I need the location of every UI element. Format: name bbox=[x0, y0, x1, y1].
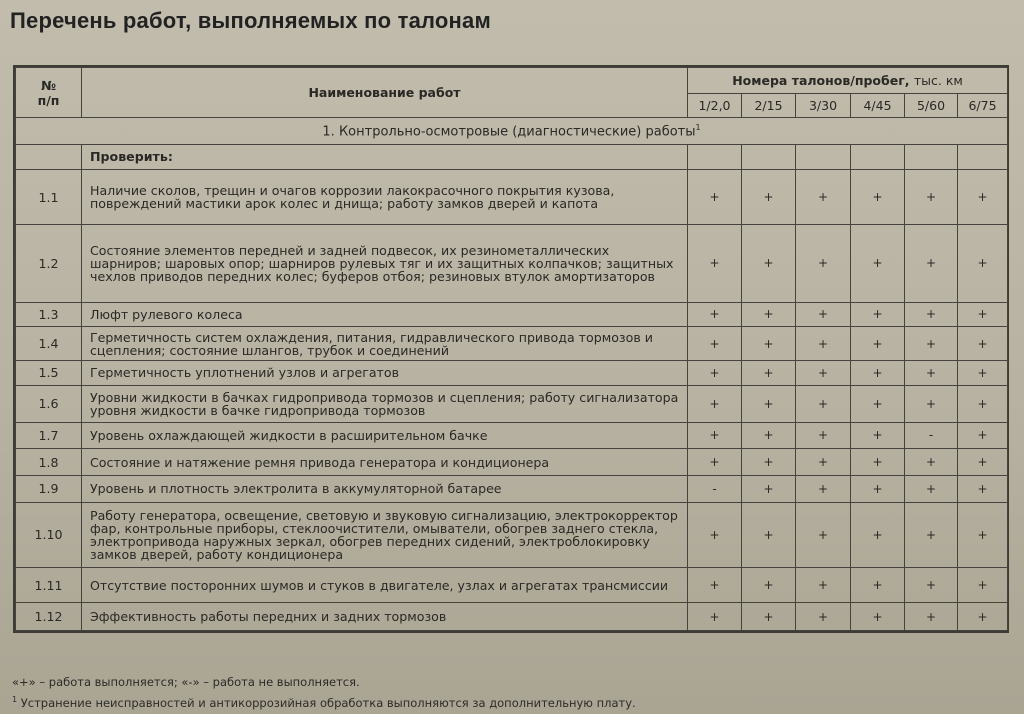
row-mark-coupon-5: + bbox=[905, 502, 958, 568]
table-row bbox=[16, 449, 1008, 476]
table-row bbox=[16, 385, 1008, 422]
row-mark-coupon-1: + bbox=[688, 449, 742, 476]
row-work-name: Уровень и плотность электролита в аккумуляторной батарее bbox=[82, 475, 688, 502]
subheading-num-cell bbox=[16, 144, 82, 170]
table-row bbox=[16, 422, 1008, 449]
row-mark-coupon-3: + bbox=[796, 302, 851, 327]
coupon-header-5: 5/60 bbox=[905, 94, 958, 118]
row-work-name: Состояние элементов передней и задней подвесок, их резинометаллических шарниров; шаровых опор; шарниров рулевых тяг и их защитных колпачков; защитных чехлов приводов передних колес; буферов отбоя; резиновых втулок амортизаторов bbox=[82, 224, 688, 302]
row-mark-coupon-1: + bbox=[688, 422, 742, 449]
row-work-name: Герметичность систем охлаждения, питания, гидравлического привода тормозов и сцепления; состояние шлангов, трубок и соединений bbox=[82, 327, 688, 361]
table-row bbox=[16, 568, 1008, 603]
row-mark-coupon-5: + bbox=[905, 385, 958, 422]
row-mark-coupon-3: + bbox=[796, 385, 851, 422]
row-mark-coupon-2: + bbox=[742, 302, 796, 327]
header-name: Наименование работ bbox=[82, 68, 688, 118]
row-mark-coupon-5: + bbox=[905, 170, 958, 224]
table-row bbox=[16, 361, 1008, 386]
row-work-name: Герметичность уплотнений узлов и агрегатов bbox=[82, 361, 688, 386]
coupon-header-2: 2/15 bbox=[742, 94, 796, 118]
header-num bbox=[16, 68, 82, 118]
row-work-name: Состояние и натяжение ремня привода генератора и кондиционера bbox=[82, 449, 688, 476]
row-mark-coupon-6: + bbox=[958, 475, 1008, 502]
row-number: 1.9 bbox=[16, 475, 82, 502]
header-num-line1: № bbox=[40, 77, 57, 93]
row-mark-coupon-4: + bbox=[851, 385, 905, 422]
row-mark-coupon-2: + bbox=[742, 449, 796, 476]
footnote-1-mark: 1 bbox=[12, 695, 18, 704]
table-row bbox=[16, 224, 1008, 302]
row-mark-coupon-4: + bbox=[851, 361, 905, 386]
header-coupons-unit: тыс. км bbox=[913, 73, 963, 88]
row-mark-coupon-4: + bbox=[851, 502, 905, 568]
row-mark-coupon-2: + bbox=[742, 603, 796, 631]
row-mark-coupon-3: + bbox=[796, 603, 851, 631]
row-mark-coupon-4: + bbox=[851, 422, 905, 449]
row-mark-coupon-4: + bbox=[851, 449, 905, 476]
section-footnote-mark: 1 bbox=[695, 122, 701, 132]
row-mark-coupon-1: + bbox=[688, 502, 742, 568]
row-number: 1.6 bbox=[16, 385, 82, 422]
header-coupons bbox=[688, 68, 1008, 94]
footnote-1 bbox=[12, 691, 636, 712]
row-mark-coupon-5: + bbox=[905, 327, 958, 361]
table-row bbox=[16, 475, 1008, 502]
footnote-1-text: Устранение неисправностей и антикоррозийная обработка выполняются за дополнительную плату. bbox=[20, 695, 636, 710]
row-mark-coupon-1: + bbox=[688, 327, 742, 361]
row-work-name: Работу генератора, освещение, световую и звуковую сигнализацию, электрокорректор фар, контрольные приборы, стеклоочистители, омыватели, обогрев заднего стекла, электропривода наружных зеркал, обогрев передних сидений, электроблокировку замков дверей, работу кондиционера bbox=[82, 502, 688, 568]
row-mark-coupon-6: + bbox=[958, 502, 1008, 568]
row-mark-coupon-4: + bbox=[851, 568, 905, 603]
row-mark-coupon-1: + bbox=[688, 224, 742, 302]
table-row bbox=[16, 327, 1008, 361]
row-mark-coupon-2: + bbox=[742, 422, 796, 449]
row-mark-coupon-2: + bbox=[742, 361, 796, 386]
row-mark-coupon-1: + bbox=[688, 302, 742, 327]
row-mark-coupon-1: + bbox=[688, 568, 742, 603]
table-row bbox=[16, 603, 1008, 631]
coupon-header-6: 6/75 bbox=[958, 94, 1008, 118]
row-mark-coupon-6: + bbox=[958, 568, 1008, 603]
coupon-header-1: 1/2,0 bbox=[688, 94, 742, 118]
header-num-line2: п/п bbox=[37, 92, 60, 108]
row-mark-coupon-5: + bbox=[905, 603, 958, 631]
row-work-name: Уровни жидкости в бачках гидропривода тормозов и сцепления; работу сигнализатора уровня жидкости в бачке гидропривода тормозов bbox=[82, 385, 688, 422]
row-mark-coupon-5: - bbox=[905, 422, 958, 449]
row-mark-coupon-3: + bbox=[796, 422, 851, 449]
coupon-header-3: 3/30 bbox=[796, 94, 851, 118]
row-number: 1.7 bbox=[16, 422, 82, 449]
row-mark-coupon-1: - bbox=[688, 475, 742, 502]
legend-note: «+» – работа выполняется; «-» – работа не выполняется. bbox=[12, 675, 360, 689]
row-number: 1.10 bbox=[16, 502, 82, 568]
row-mark-coupon-3: + bbox=[796, 502, 851, 568]
row-mark-coupon-2: + bbox=[742, 224, 796, 302]
row-work-name: Эффективность работы передних и задних тормозов bbox=[82, 603, 688, 631]
row-mark-coupon-2: + bbox=[742, 568, 796, 603]
row-mark-coupon-5: + bbox=[905, 475, 958, 502]
row-number: 1.8 bbox=[16, 449, 82, 476]
row-mark-coupon-2: + bbox=[742, 385, 796, 422]
page-title: Перечень работ, выполняемых по талонам bbox=[10, 8, 491, 33]
row-number: 1.12 bbox=[16, 603, 82, 631]
row-mark-coupon-6: + bbox=[958, 422, 1008, 449]
row-mark-coupon-2: + bbox=[742, 170, 796, 224]
row-work-name: Люфт рулевого колеса bbox=[82, 302, 688, 327]
subheading-row bbox=[16, 144, 1008, 170]
row-mark-coupon-6: + bbox=[958, 449, 1008, 476]
row-mark-coupon-5: + bbox=[905, 302, 958, 327]
row-mark-coupon-6: + bbox=[958, 327, 1008, 361]
row-mark-coupon-4: + bbox=[851, 603, 905, 631]
row-mark-coupon-4: + bbox=[851, 302, 905, 327]
row-work-name: Наличие сколов, трещин и очагов коррозии лакокрасочного покрытия кузова, повреждений мастики арок колес и днища; работу замков дверей и капота bbox=[82, 170, 688, 224]
row-mark-coupon-2: + bbox=[742, 327, 796, 361]
row-mark-coupon-5: + bbox=[905, 449, 958, 476]
footnotes bbox=[12, 674, 636, 712]
row-mark-coupon-6: + bbox=[958, 385, 1008, 422]
header-coupons-label: Номера талонов/пробег, bbox=[732, 73, 910, 88]
section-row bbox=[16, 118, 1008, 145]
row-mark-coupon-3: + bbox=[796, 568, 851, 603]
coupon-header-4: 4/45 bbox=[851, 94, 905, 118]
row-mark-coupon-3: + bbox=[796, 449, 851, 476]
row-mark-coupon-5: + bbox=[905, 568, 958, 603]
row-mark-coupon-1: + bbox=[688, 170, 742, 224]
row-mark-coupon-6: + bbox=[958, 170, 1008, 224]
row-mark-coupon-4: + bbox=[851, 224, 905, 302]
row-number: 1.3 bbox=[16, 302, 82, 327]
row-mark-coupon-2: + bbox=[742, 502, 796, 568]
row-number: 1.1 bbox=[16, 170, 82, 224]
table-row bbox=[16, 170, 1008, 224]
row-mark-coupon-1: + bbox=[688, 603, 742, 631]
works-table bbox=[15, 67, 1008, 631]
row-mark-coupon-3: + bbox=[796, 475, 851, 502]
row-mark-coupon-3: + bbox=[796, 361, 851, 386]
row-number: 1.4 bbox=[16, 327, 82, 361]
row-work-name: Уровень охлаждающей жидкости в расширительном бачке bbox=[82, 422, 688, 449]
row-mark-coupon-2: + bbox=[742, 475, 796, 502]
row-mark-coupon-4: + bbox=[851, 475, 905, 502]
row-work-name: Отсутствие посторонних шумов и стуков в двигателе, узлах и агрегатах трансмиссии bbox=[82, 568, 688, 603]
row-mark-coupon-6: + bbox=[958, 302, 1008, 327]
table-row bbox=[16, 502, 1008, 568]
row-number: 1.11 bbox=[16, 568, 82, 603]
row-mark-coupon-3: + bbox=[796, 327, 851, 361]
row-number: 1.5 bbox=[16, 361, 82, 386]
row-mark-coupon-6: + bbox=[958, 603, 1008, 631]
row-mark-coupon-1: + bbox=[688, 385, 742, 422]
row-mark-coupon-5: + bbox=[905, 224, 958, 302]
table-row bbox=[16, 302, 1008, 327]
row-mark-coupon-6: + bbox=[958, 361, 1008, 386]
row-mark-coupon-4: + bbox=[851, 327, 905, 361]
row-mark-coupon-5: + bbox=[905, 361, 958, 386]
row-mark-coupon-3: + bbox=[796, 170, 851, 224]
row-number: 1.2 bbox=[16, 224, 82, 302]
row-mark-coupon-3: + bbox=[796, 224, 851, 302]
subheading-label: Проверить: bbox=[82, 144, 688, 170]
section-title bbox=[16, 118, 1008, 145]
works-table-frame bbox=[13, 65, 1009, 633]
row-mark-coupon-4: + bbox=[851, 170, 905, 224]
row-mark-coupon-1: + bbox=[688, 361, 742, 386]
section-title-text: 1. Контрольно-осмотровые (диагностические) работы bbox=[322, 124, 696, 139]
row-mark-coupon-6: + bbox=[958, 224, 1008, 302]
